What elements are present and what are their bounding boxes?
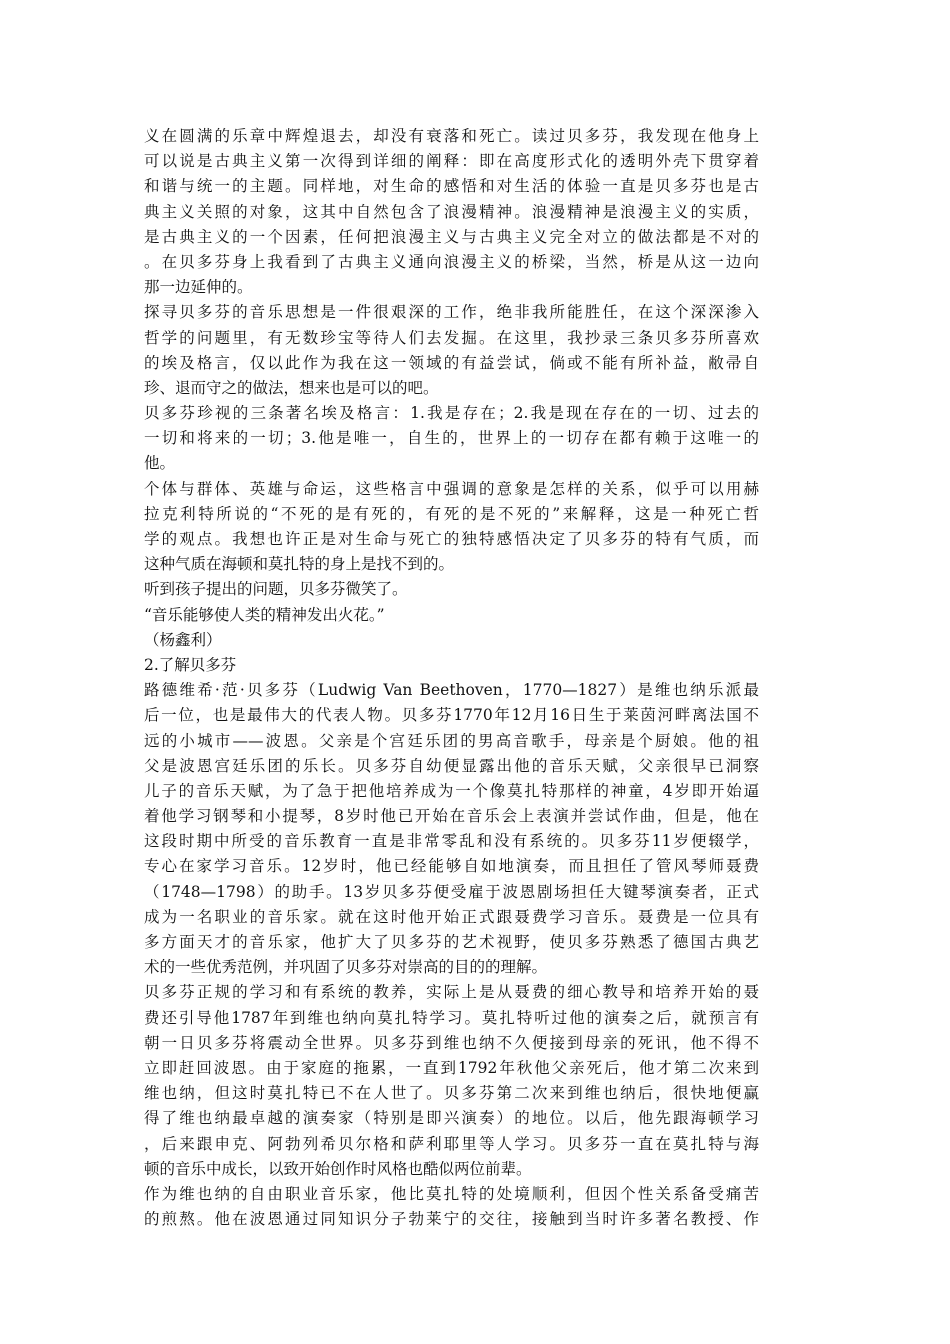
text-line: （杨鑫利）	[144, 630, 222, 649]
text-line: 探寻贝多芬的音乐思想是一件很艰深的工作，绝非我所能胜任，在这个深深渗入	[144, 303, 759, 322]
text-line: 这段时期中所受的音乐教育一直是非常零乱和没有系统的。贝多芬11岁便辍学，	[144, 832, 759, 851]
text-line: 的埃及格言，仅以此作为我在这一领域的有益尝试，倘或不能有所补益，敝帚自	[144, 353, 759, 372]
text-line: 哲学的问题里，有无数珍宝等待人们去发掘。在这里，我抄录三条贝多芬所喜欢	[144, 328, 759, 347]
text-line: 义在圆满的乐章中辉煌退去，却没有衰落和死亡。读过贝多芬，我发现在他身上	[144, 127, 759, 145]
text-line: 。在贝多芬身上我看到了古典主义通向浪漫主义的桥梁，当然，桥是从这一边向	[144, 252, 759, 271]
text-line: 珍、退而守之的做法，想来也是可以的吧。	[144, 378, 439, 397]
text-line: 可以说是古典主义第一次得到详细的阐释：即在高度形式化的透明外壳下贯穿着	[144, 152, 759, 171]
text-line: 一切和将来的一切；3.他是唯一，自生的，世界上的一切存在都有赖于这唯一的	[144, 429, 759, 448]
text-line: 那一边延伸的。	[144, 278, 253, 297]
text-line: 费还引导他1787年到维也纳向莫扎特学习。莫扎特听过他的演奏之后，就预言有	[144, 1008, 759, 1027]
text-line: 远的小城市——波恩。父亲是个宫廷乐团的男高音歌手，母亲是个厨娘。他的祖	[144, 731, 759, 750]
text-line: 多方面天才的音乐家，他扩大了贝多芬的艺术视野，使贝多芬熟悉了德国古典艺	[144, 933, 759, 951]
text-line: 维也纳，但这时莫扎特已不在人世了。贝多芬第二次来到维也纳后，很快地便赢	[144, 1084, 759, 1103]
text-line: “音乐能够使人类的精神发出火花。”	[144, 605, 385, 624]
text-line: 这种气质在海顿和莫扎特的身上是找不到的。	[144, 555, 455, 574]
text-line: 朝一日贝多芬将震动全世界。贝多芬到维也纳不久便接到母亲的死讯，他不得不	[144, 1033, 759, 1052]
text-line: 是古典主义的一个因素，任何把浪漫主义与古典主义完全对立的做法都是不对的	[144, 227, 759, 246]
text-line: 个体与群体、英雄与命运，这些格言中强调的意象是怎样的关系，似乎可以用赫	[144, 479, 759, 498]
text-line: 成为一名职业的音乐家。就在这时他开始正式跟聂费学习音乐。聂费是一位具有	[144, 907, 759, 926]
text-line: 学的观点。我想也许正是对生命与死亡的独特感悟决定了贝多芬的特有气质，而	[144, 530, 759, 548]
text-line: 路德维希·范·贝多芬（Ludwig Van Beethoven，1770—1827）是维也纳乐派最	[144, 681, 759, 700]
document-page	[144, 124, 759, 1232]
text-line: 作为维也纳的自由职业音乐家，他比莫扎特的处境顺利，但因个性关系备受痛苦	[144, 1184, 759, 1203]
text-line: 后一位，也是最伟大的代表人物。贝多芬1770年12月16日生于莱茵河畔离法国不	[144, 706, 759, 725]
text-line: 儿子的音乐天赋，为了急于把他培养成为一个像莫扎特那样的神童，4岁即开始逼	[144, 781, 759, 800]
text-line: 贝多芬正规的学习和有系统的教养，实际上是从聂费的细心教导和培养开始的聂	[144, 983, 759, 1002]
text-line: 顿的音乐中成长，以致开始创作时风格也酷似两位前辈。	[144, 1159, 532, 1178]
text-line: 立即赶回波恩。由于家庭的拖累，一直到1792年秋他父亲死后，他才第二次来到	[144, 1058, 759, 1077]
text-line: 父是波恩宫廷乐团的乐长。贝多芬自幼便显露出他的音乐天赋，父亲很早已洞察	[144, 756, 759, 775]
text-line: 专心在家学习音乐。12岁时，他已经能够自如地演奏，而且担任了管风琴师聂费	[144, 857, 759, 876]
text-line: 得了维也纳最卓越的演奏家（特别是即兴演奏）的地位。以后，他先跟海顿学习	[144, 1109, 759, 1128]
text-line: 典主义关照的对象，这其中自然包含了浪漫精神。浪漫精神是浪漫主义的实质，	[144, 202, 759, 221]
text-line: 2.了解贝多芬	[144, 655, 237, 674]
text-line: 他。	[144, 454, 176, 473]
text-line: 贝多芬珍视的三条著名埃及格言：1.我是存在；2.我是现在存在的一切、过去的	[144, 404, 759, 423]
text-line: 听到孩子提出的问题，贝多芬微笑了。	[144, 580, 408, 599]
text-line: 和谐与统一的主题。同样地，对生命的感悟和对生活的体验一直是贝多芬也是古	[144, 177, 759, 196]
text-line: 着他学习钢琴和小提琴，8岁时他已开始在音乐会上表演并尝试作曲，但是，他在	[144, 807, 759, 826]
text-line: 术的一些优秀范例，并巩固了贝多芬对崇高的目的的理解。	[144, 958, 548, 977]
text-line: 的煎熬。他在波恩通过同知识分子勃莱宁的交往，接触到当时许多著名教授、作	[144, 1210, 759, 1229]
text-line: ，后来跟申克、阿勃列希贝尔格和萨利耶里等人学习。贝多芬一直在莫扎特与海	[144, 1134, 759, 1153]
text-line: 拉克利特所说的“不死的是有死的，有死的是不死的”来解释，这是一种死亡哲	[144, 504, 759, 523]
text-line: （1748—1798）的助手。13岁贝多芬便受雇于波恩剧场担任大键琴演奏者，正式	[144, 882, 759, 901]
